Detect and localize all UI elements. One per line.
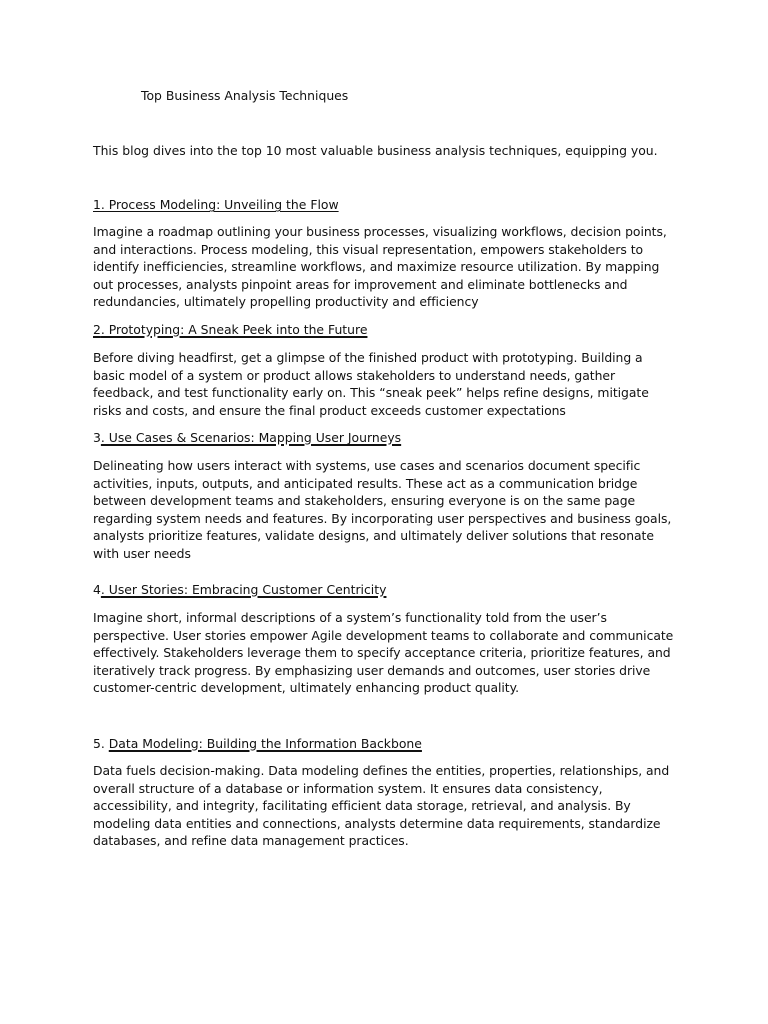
section-heading-process-modeling (93, 196, 339, 213)
section-heading-use-cases (93, 429, 401, 446)
section-body-prototyping: Before diving headfirst, get a glimpse of the finished product with prototyping. Building a basic model of a system or product allows stakeholders to understand needs, gather feedback, and test functionality early on. This “sneak peek” helps refine designs, mitigate risks and costs, and ensure the final product exceeds customer expectations (93, 350, 649, 418)
section-body-use-cases: Delineating how users interact with systems, use cases and scenarios document specific activities, inputs, outputs, and anticipated results. These act as a communication bridge between development teams and stakeholders, ensuring everyone is on the same page regarding system needs and features. By incorporating user perspectives and business goals, analysts prioritize features, validate designs, and ultimately deliver solutions that resonate with user needs (93, 458, 672, 561)
document-title: Top Business Analysis Techniques (141, 88, 349, 103)
section-body-data-modeling: Data fuels decision-making. Data modeling defines the entities, properties, relationships, and overall structure of a database or information system. It ensures data consistency, accessibility, and integrity, facilitating efficient data storage, retrieval, and analysis. By modeling data entities and connections, analysts determine data requirements, standardize databases, and refine data management practices. (93, 763, 670, 849)
section-body-user-stories: Imagine short, informal descriptions of a system’s functionality told from the user’s perspective. User stories empower Agile development teams to collaborate and communicate effectively. Stakeholders leverage them to specify acceptance criteria, prioritize features, and iteratively track progress. By emphasizing user demands and outcomes, user stories drive customer-centric development, ultimately enhancing product quality. (93, 610, 674, 696)
section-heading-text: . Prototyping: A Sneak Peek into the Future (100, 322, 368, 337)
section-heading-number: 5. (93, 736, 109, 751)
section-heading-text: 2 (93, 322, 101, 337)
section-heading-prototyping (93, 321, 367, 338)
section-heading-text: . User Stories: Embracing Customer Centricity (100, 582, 387, 597)
section-heading-text: . Use Cases & Scenarios: Mapping User Journeys (100, 430, 402, 445)
section-heading-number: 3 (93, 430, 101, 445)
intro-paragraph: This blog dives into the top 10 most valuable business analysis techniques, equipping you. (93, 143, 658, 158)
section-heading-data-modeling (93, 735, 422, 752)
section-heading-number: 4 (93, 582, 101, 597)
section-heading-text: Data Modeling: Building the Information Backbone (108, 736, 422, 751)
section-heading-user-stories (93, 581, 386, 598)
section-body-process-modeling: Imagine a roadmap outlining your business processes, visualizing workflows, decision points, and interactions. Process modeling, this visual representation, empowers stakeholders to identify inefficiencies, streamline workflows, and maximize resource utilization. By mapping out processes, analysts pinpoint areas for improvement and eliminate bottlenecks and redundancies, ultimately propelling productivity and efficiency (93, 224, 667, 310)
section-heading-text: 1. Process Modeling: Unveiling the Flow (93, 197, 339, 212)
